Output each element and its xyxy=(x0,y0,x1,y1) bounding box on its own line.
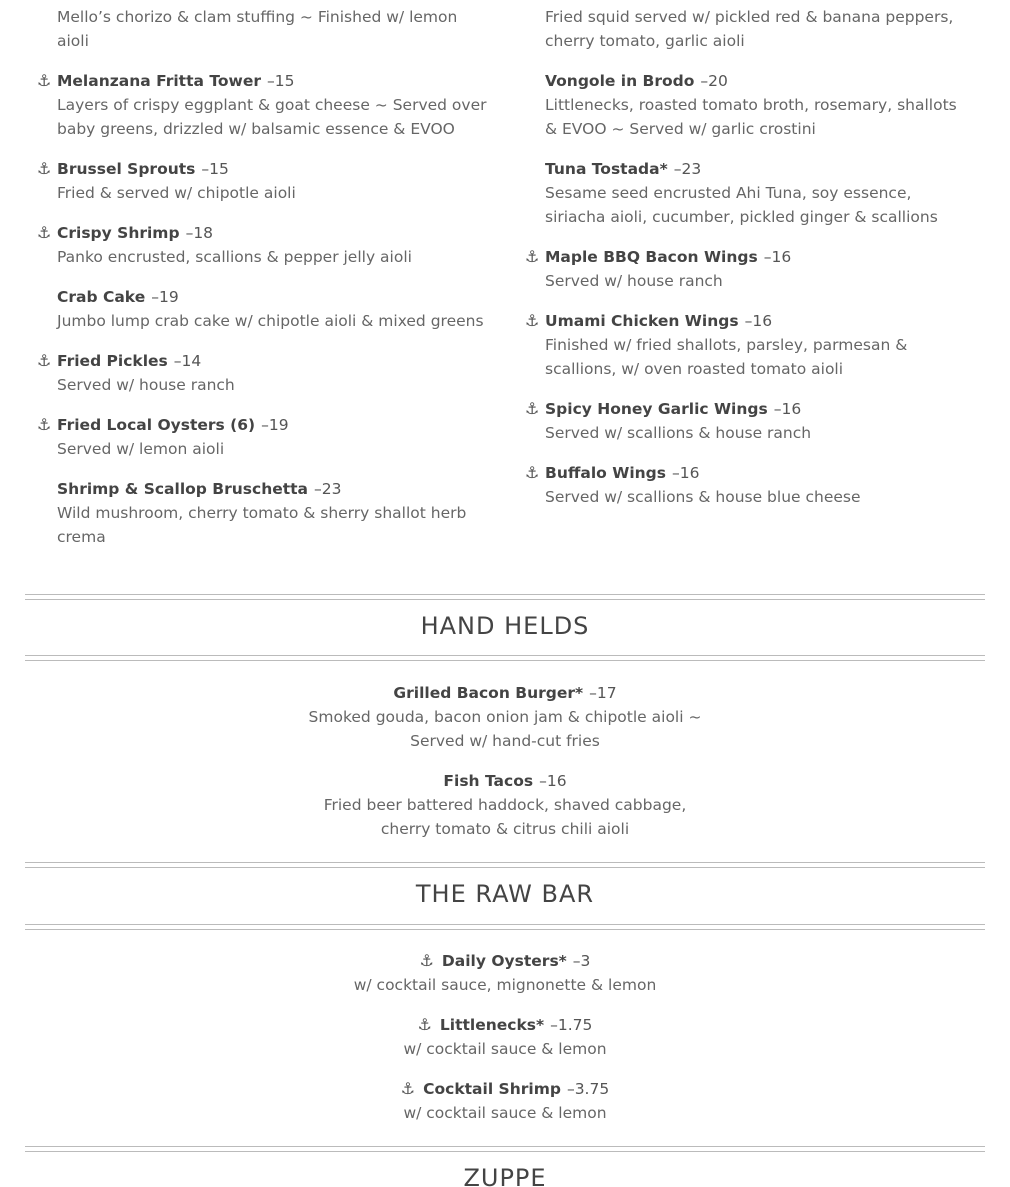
appetizers-left-column xyxy=(37,5,487,565)
item-name: Shrimp & Scallop Bruschetta xyxy=(57,480,309,498)
item-description: Wild mushroom, cherry tomato & sherry shallot herb crema xyxy=(57,504,467,546)
item-description: Served w/ lemon aioli xyxy=(57,440,225,458)
anchor-icon: ⚓︎ xyxy=(37,223,52,242)
menu-item xyxy=(545,157,965,229)
section-divider xyxy=(25,862,985,868)
menu-item xyxy=(545,69,965,141)
appetizers-right-column xyxy=(525,5,965,525)
item-name: Crispy Shrimp xyxy=(57,224,180,242)
item-name: Fried Pickles xyxy=(57,352,168,370)
anchor-icon: ⚓︎ xyxy=(37,351,52,370)
anchor-icon: ⚓︎ xyxy=(419,951,434,970)
menu-item xyxy=(525,245,965,293)
item-description: Layers of crispy eggplant & goat cheese ~ Served over baby greens, drizzled w/ balsamic essence & EVOO xyxy=(57,96,487,138)
menu-item xyxy=(0,1077,1010,1125)
menu-item xyxy=(0,681,1010,753)
raw-bar-list xyxy=(0,949,1010,1141)
menu-item xyxy=(0,769,1010,841)
item-name: Crab Cake xyxy=(57,288,146,306)
item-price: –16 xyxy=(773,400,802,418)
item-description: Served w/ scallions & house blue cheese xyxy=(545,488,861,506)
item-description: Sesame seed encrusted Ahi Tuna, soy essence, siriacha aioli, cucumber, pickled ginger & scallions xyxy=(545,184,938,226)
hand-helds-list xyxy=(0,681,1010,857)
item-price: –14 xyxy=(173,352,202,370)
menu-item xyxy=(525,397,965,445)
item-price: –16 xyxy=(744,312,773,330)
menu-item xyxy=(525,461,965,509)
item-name: Fish Tacos xyxy=(443,772,534,790)
menu-item xyxy=(37,413,487,461)
item-price: –16 xyxy=(672,464,700,482)
item-price: –18 xyxy=(185,224,214,242)
item-price: –16 xyxy=(539,772,567,790)
item-price: –17 xyxy=(589,684,617,702)
item-description: Served w/ hand-cut fries xyxy=(410,732,600,750)
item-description: Served w/ house ranch xyxy=(545,272,723,290)
item-name: Melanzana Fritta Tower xyxy=(57,72,261,90)
item-price: –23 xyxy=(673,160,702,178)
anchor-icon: ⚓︎ xyxy=(525,399,540,418)
section-divider xyxy=(25,594,985,600)
item-name: Grilled Bacon Burger* xyxy=(393,684,584,702)
item-name: Cocktail Shrimp xyxy=(423,1080,561,1098)
item-price: –16 xyxy=(763,248,792,266)
anchor-icon: ⚓︎ xyxy=(525,463,540,482)
item-price: –19 xyxy=(151,288,179,306)
item-name: Tuna Tostada* xyxy=(545,160,668,178)
item-name: Umami Chicken Wings xyxy=(545,312,739,330)
item-description: w/ cocktail sauce & lemon xyxy=(403,1104,607,1122)
item-description: Fried & served w/ chipotle aioli xyxy=(57,184,296,202)
item-name: Vongole in Brodo xyxy=(545,72,695,90)
item-price: –15 xyxy=(201,160,229,178)
item-price: –20 xyxy=(700,72,728,90)
item-description: Littlenecks, roasted tomato broth, rosemary, shallots & EVOO ~ Served w/ garlic crostini xyxy=(545,96,957,138)
item-description: Fried beer battered haddock, shaved cabbage, xyxy=(323,796,687,814)
item-price: –19 xyxy=(261,416,289,434)
menu-item xyxy=(57,477,487,549)
item-name: Brussel Sprouts xyxy=(57,160,196,178)
menu-item xyxy=(57,285,487,333)
item-description: Fried squid served w/ pickled red & banana peppers, cherry tomato, garlic aioli xyxy=(545,8,954,50)
anchor-icon: ⚓︎ xyxy=(417,1015,432,1034)
item-description: Served w/ scallions & house ranch xyxy=(545,424,812,442)
item-description: Jumbo lump crab cake w/ chipotle aioli & mixed greens xyxy=(57,312,484,330)
item-description: w/ cocktail sauce & lemon xyxy=(403,1040,607,1058)
item-description: Panko encrusted, scallions & pepper jelly aioli xyxy=(57,248,412,266)
item-name: Maple BBQ Bacon Wings xyxy=(545,248,758,266)
section-divider xyxy=(25,1146,985,1152)
anchor-icon: ⚓︎ xyxy=(37,71,52,90)
menu-item xyxy=(37,157,487,205)
section-title-raw-bar: THE RAW BAR xyxy=(415,880,595,908)
item-description: Finished w/ fried shallots, parsley, parmesan & scallions, w/ oven roasted tomato aioli xyxy=(545,336,908,378)
menu-item xyxy=(0,949,1010,997)
menu-item xyxy=(525,309,965,381)
item-price: –3 xyxy=(572,952,591,970)
item-name: Buffalo Wings xyxy=(545,464,666,482)
item-description: cherry tomato & citrus chili aioli xyxy=(380,820,630,838)
menu-item xyxy=(545,5,965,53)
section-title-hand-helds: HAND HELDS xyxy=(420,612,590,640)
section-title-zuppe: ZUPPE xyxy=(463,1164,547,1187)
item-name: Fried Local Oysters (6) xyxy=(57,416,256,434)
item-description: Mello’s chorizo & clam stuffing ~ Finished w/ lemon aioli xyxy=(57,8,458,50)
anchor-icon: ⚓︎ xyxy=(525,311,540,330)
anchor-icon: ⚓︎ xyxy=(525,247,540,266)
item-name: Spicy Honey Garlic Wings xyxy=(545,400,768,418)
anchor-icon: ⚓︎ xyxy=(400,1079,416,1098)
item-name: Daily Oysters* xyxy=(441,952,567,970)
menu-item xyxy=(37,69,487,141)
item-price: –23 xyxy=(314,480,342,498)
item-name: Littlenecks* xyxy=(439,1016,545,1034)
menu-item xyxy=(37,221,487,269)
item-description: w/ cocktail sauce, mignonette & lemon xyxy=(353,976,657,994)
menu-item xyxy=(0,1013,1010,1061)
menu-item xyxy=(57,5,487,53)
section-divider xyxy=(25,924,985,930)
menu-item xyxy=(37,349,487,397)
anchor-icon: ⚓︎ xyxy=(37,415,52,434)
anchor-icon: ⚓︎ xyxy=(37,159,52,178)
item-price: –3.75 xyxy=(566,1080,610,1098)
item-description: Smoked gouda, bacon onion jam & chipotle aioli ~ xyxy=(308,708,702,726)
item-description: Served w/ house ranch xyxy=(57,376,235,394)
item-price: –1.75 xyxy=(550,1016,593,1034)
item-price: –15 xyxy=(266,72,295,90)
section-divider xyxy=(25,655,985,661)
